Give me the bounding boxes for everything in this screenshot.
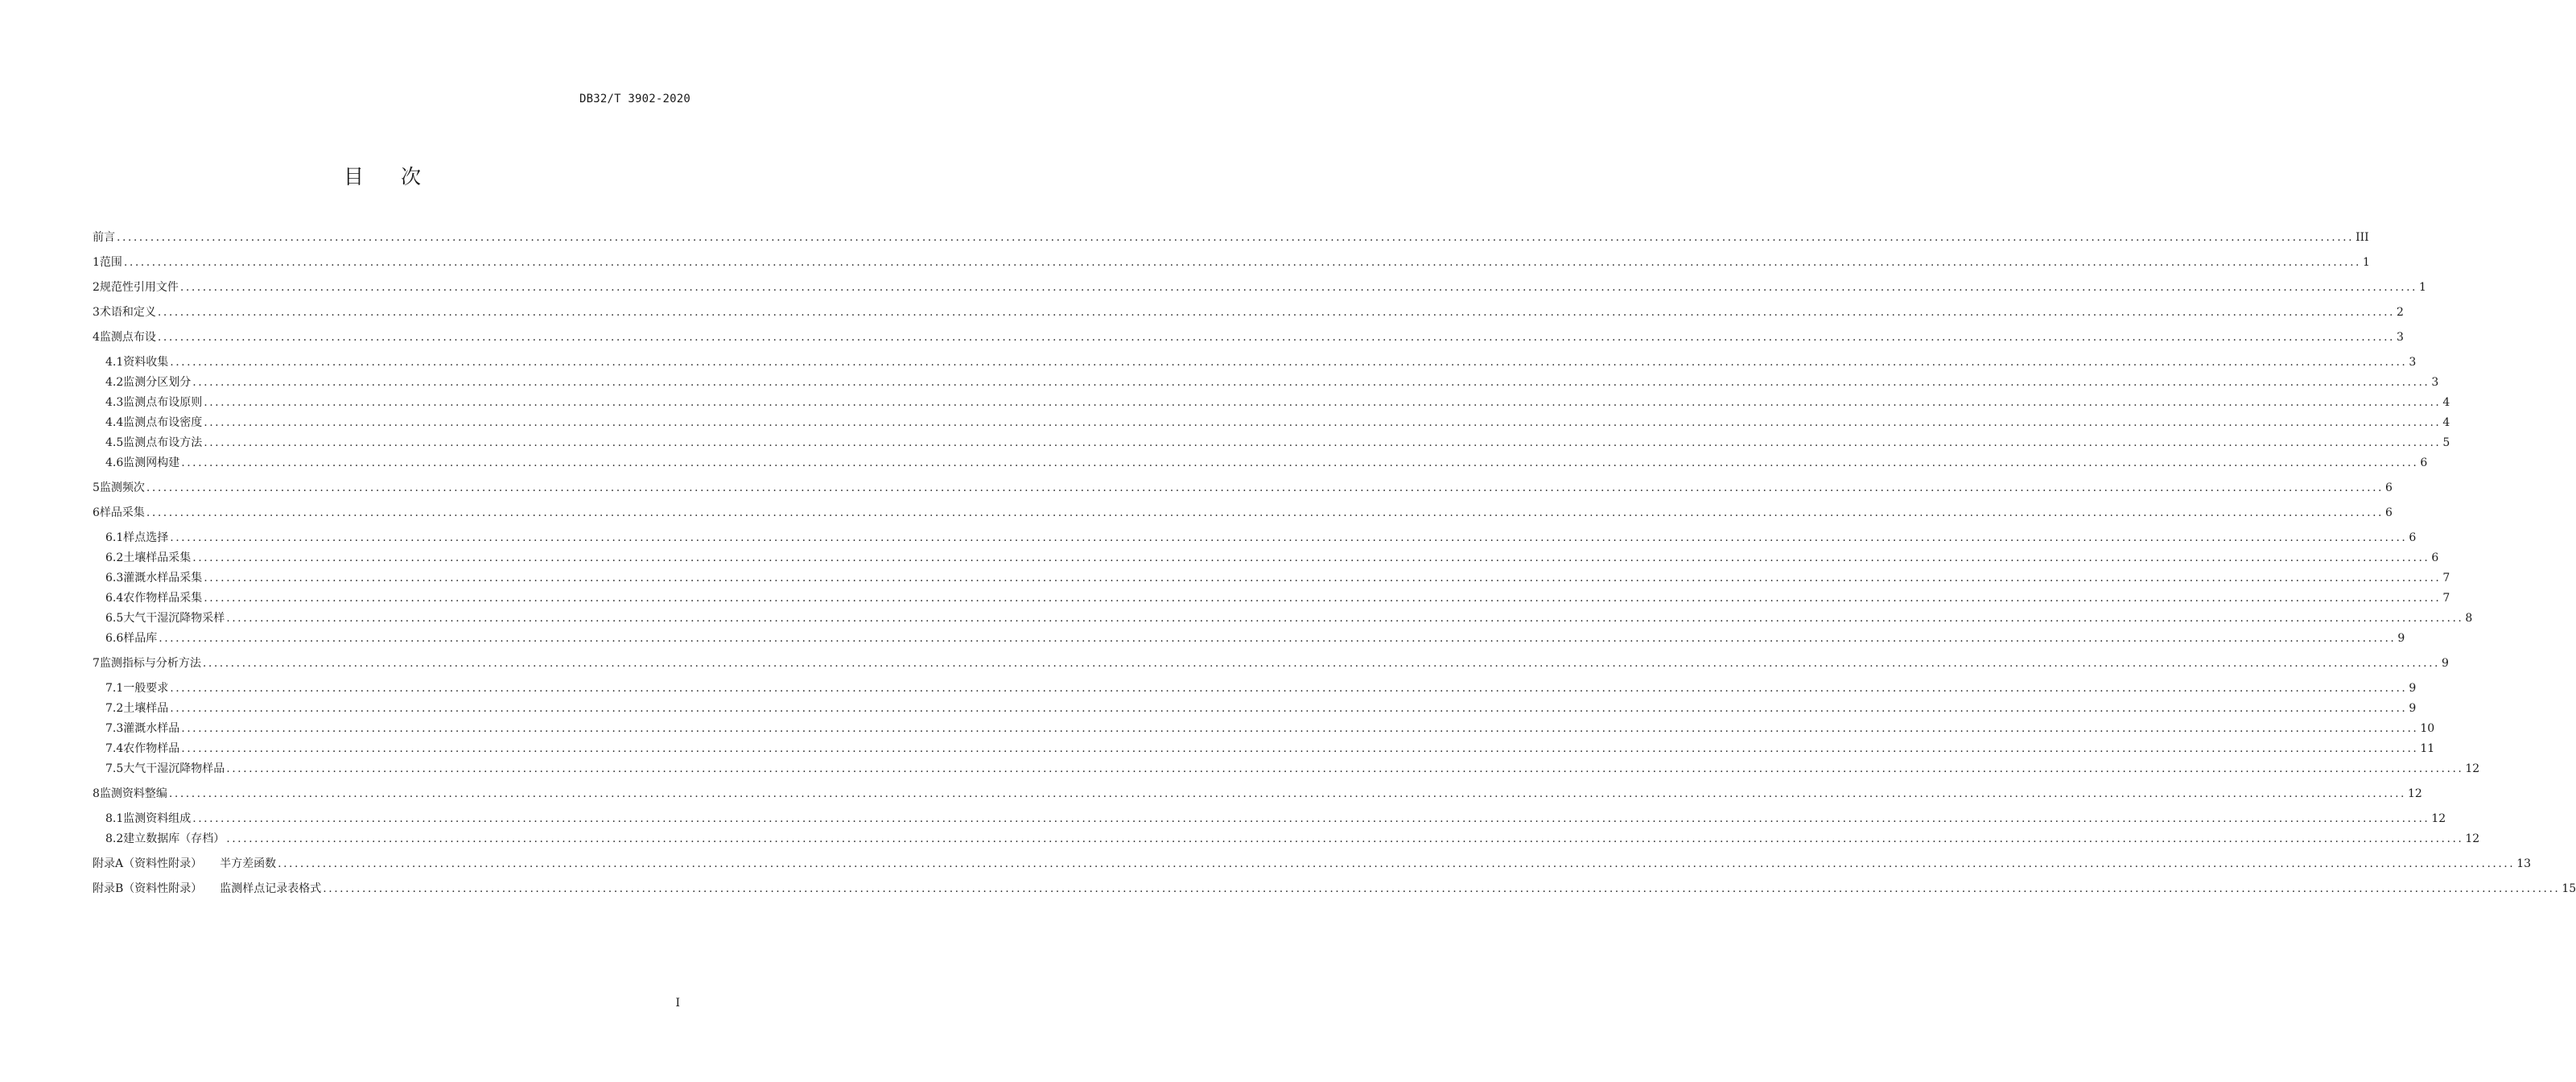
toc-entry-page: 9	[2409, 682, 2417, 695]
toc-entry-page: 4	[2442, 396, 2450, 409]
dot-leader: ................................................................................................................................................................................................................................................................................................................................................................................................................	[159, 632, 2397, 645]
page-number: I	[675, 997, 680, 1010]
toc-entry-page: 9	[2442, 657, 2449, 670]
toc-entry-title: 监测资料组成	[123, 812, 192, 825]
dot-leader: ................................................................................................................................................................................................................................................................................................................................................................................................................	[204, 592, 2442, 605]
toc-entry-number: 4.2	[105, 376, 124, 389]
toc-entry-number: 6	[93, 506, 100, 519]
toc-entry-title: 土壤样品采集	[123, 551, 192, 564]
toc-entry-title: 半方差函数	[220, 857, 277, 870]
dot-leader: ................................................................................................................................................................................................................................................................................................................................................................................................................	[278, 857, 2516, 870]
page-title: 目次	[343, 165, 458, 188]
toc-entry-title: 资料收集	[123, 356, 169, 369]
toc-entry[interactable]	[93, 740, 2435, 760]
toc-entry-title: 监测资料整编	[99, 787, 167, 800]
toc-entry-title: 样品采集	[99, 506, 145, 519]
dot-leader: ................................................................................................................................................................................................................................................................................................................................................................................................................	[170, 682, 2408, 695]
toc-entry-page: III	[2355, 231, 2369, 244]
toc-entry-page: 1	[2363, 256, 2370, 269]
toc-entry-number: 7.3	[105, 722, 124, 735]
toc-entry-page: 6	[2385, 481, 2393, 494]
toc-entry-page: 6	[2409, 531, 2417, 544]
dot-leader: ................................................................................................................................................................................................................................................................................................................................................................................................................	[192, 812, 2430, 825]
toc-entry-page: 9	[2409, 702, 2417, 715]
toc-entry-number: 4.5	[105, 436, 124, 449]
toc-entry-page: 3	[2431, 376, 2439, 389]
toc-entry-title: 监测频次	[99, 481, 145, 494]
toc-entry[interactable]	[93, 254, 2370, 274]
dot-leader: ................................................................................................................................................................................................................................................................................................................................................................................................................	[181, 742, 2419, 755]
toc-entry[interactable]	[93, 394, 2450, 414]
toc-entry-number: 4	[93, 331, 100, 344]
toc-entry[interactable]	[93, 549, 2439, 569]
toc-entry-page: 15	[2562, 882, 2576, 895]
toc-entry-page: 11	[2420, 742, 2435, 755]
dot-leader: ................................................................................................................................................................................................................................................................................................................................................................................................................	[170, 531, 2408, 544]
toc-entry-page: 6	[2385, 506, 2393, 519]
toc-entry-title: 监测点布设	[99, 331, 156, 344]
table-of-contents	[93, 229, 2576, 900]
toc-entry-number: 6.1	[105, 531, 124, 544]
toc-entry[interactable]	[93, 353, 2417, 374]
toc-entry-title: 规范性引用文件	[99, 281, 179, 294]
toc-entry-title: 术语和定义	[99, 306, 156, 319]
toc-entry-page: 2	[2397, 306, 2404, 319]
toc-entry-page: 12	[2408, 787, 2422, 800]
toc-entry-title: 监测点布设原则	[123, 396, 203, 409]
toc-entry[interactable]	[93, 454, 2428, 474]
toc-entry-title: 监测样点记录表格式	[220, 882, 322, 895]
toc-entry-title: 监测网构建	[123, 456, 180, 469]
toc-entry-number: 3	[93, 306, 100, 319]
toc-entry-page: 13	[2516, 857, 2532, 870]
toc-entry-title: 农作物样品采集	[123, 592, 203, 605]
toc-entry[interactable]	[93, 700, 2417, 720]
toc-entry[interactable]	[93, 880, 2576, 900]
toc-entry-page: 12	[2465, 762, 2480, 775]
toc-entry[interactable]	[93, 720, 2435, 740]
dot-leader: ................................................................................................................................................................................................................................................................................................................................................................................................................	[192, 376, 2430, 389]
dot-leader: ................................................................................................................................................................................................................................................................................................................................................................................................................	[117, 231, 2355, 244]
dot-leader: ................................................................................................................................................................................................................................................................................................................................................................................................................	[226, 832, 2464, 845]
dot-leader: ................................................................................................................................................................................................................................................................................................................................................................................................................	[181, 456, 2419, 469]
dot-leader: ................................................................................................................................................................................................................................................................................................................................................................................................................	[170, 702, 2408, 715]
dot-leader: ................................................................................................................................................................................................................................................................................................................................................................................................................	[123, 256, 2361, 269]
toc-entry-title: 土壤样品	[123, 702, 169, 715]
toc-entry[interactable]	[93, 855, 2532, 875]
toc-entry-title: 一般要求	[123, 682, 169, 695]
dot-leader: ................................................................................................................................................................................................................................................................................................................................................................................................................	[226, 612, 2464, 625]
toc-entry-number: 4.3	[105, 396, 124, 409]
toc-entry-number: 7.2	[105, 702, 124, 715]
dot-leader: ................................................................................................................................................................................................................................................................................................................................................................................................................	[202, 657, 2440, 670]
toc-entry-title: 范围	[99, 256, 122, 269]
dot-leader: ................................................................................................................................................................................................................................................................................................................................................................................................................	[323, 882, 2561, 895]
dot-leader: ................................................................................................................................................................................................................................................................................................................................................................................................................	[168, 787, 2406, 800]
toc-entry-title: 监测点布设密度	[123, 416, 203, 429]
toc-entry-number: 1	[93, 256, 100, 269]
toc-entry-number: 6.2	[105, 551, 124, 564]
toc-entry[interactable]	[93, 434, 2450, 454]
dot-leader: ................................................................................................................................................................................................................................................................................................................................................................................................................	[181, 722, 2419, 735]
toc-entry-number: 7	[93, 657, 100, 670]
dot-leader: ................................................................................................................................................................................................................................................................................................................................................................................................................	[146, 481, 2384, 494]
toc-entry[interactable]	[93, 679, 2417, 700]
toc-entry-page: 1	[2419, 281, 2426, 294]
toc-entry-page: 6	[2420, 456, 2428, 469]
toc-entry-page: 3	[2409, 356, 2417, 369]
toc-entry-number: 附录A（资料性附录）	[93, 857, 203, 870]
toc-entry-page: 7	[2442, 592, 2450, 605]
toc-entry-title: 监测分区划分	[123, 376, 192, 389]
toc-entry-title: 灌溉水样品采集	[123, 572, 203, 584]
toc-entry-page: 5	[2442, 436, 2450, 449]
toc-entry[interactable]	[93, 589, 2450, 609]
dot-leader: ................................................................................................................................................................................................................................................................................................................................................................................................................	[157, 306, 2395, 319]
toc-entry[interactable]	[93, 504, 2393, 524]
toc-entry[interactable]	[93, 529, 2417, 549]
toc-entry-number: 附录B（资料性附录）	[93, 882, 203, 895]
toc-entry-title: 灌溉水样品	[123, 722, 180, 735]
toc-entry-number: 6.5	[105, 612, 124, 625]
toc-entry-number: 8.2	[105, 832, 124, 845]
standard-code: DB32/T 3902-2020	[579, 93, 690, 105]
dot-leader: ................................................................................................................................................................................................................................................................................................................................................................................................................	[226, 762, 2464, 775]
toc-entry-title: 大气干湿沉降物样品	[123, 762, 225, 775]
toc-entry[interactable]	[93, 830, 2480, 850]
dot-leader: ................................................................................................................................................................................................................................................................................................................................................................................................................	[146, 506, 2384, 519]
toc-entry-number: 7.5	[105, 762, 124, 775]
toc-entry-title: 监测点布设方法	[123, 436, 203, 449]
toc-entry[interactable]	[93, 760, 2480, 780]
toc-entry-number: 8	[93, 787, 100, 800]
toc-entry[interactable]	[93, 304, 2404, 324]
toc-entry[interactable]	[93, 655, 2449, 675]
toc-entry[interactable]	[93, 229, 2369, 249]
toc-entry[interactable]	[93, 374, 2439, 394]
toc-entry-title: 监测指标与分析方法	[99, 657, 201, 670]
toc-entry-title: 建立数据库（存档）	[123, 832, 225, 845]
toc-entry-number: 4.1	[105, 356, 124, 369]
toc-entry-page: 10	[2420, 722, 2435, 735]
dot-leader: ................................................................................................................................................................................................................................................................................................................................................................................................................	[157, 331, 2395, 344]
toc-entry-number: 8.1	[105, 812, 124, 825]
toc-entry-number: 4.6	[105, 456, 124, 469]
dot-leader: ................................................................................................................................................................................................................................................................................................................................................................................................................	[204, 572, 2442, 584]
toc-entry[interactable]	[93, 630, 2405, 650]
toc-entry[interactable]	[93, 279, 2426, 299]
toc-entry-page: 12	[2431, 812, 2446, 825]
toc-entry-page: 4	[2442, 416, 2450, 429]
toc-entry-number: 2	[93, 281, 100, 294]
toc-entry-number: 6.3	[105, 572, 124, 584]
toc-entry-page: 8	[2465, 612, 2473, 625]
toc-entry-page: 6	[2431, 551, 2439, 564]
toc-entry-title: 样品库	[123, 632, 158, 645]
dot-leader: ................................................................................................................................................................................................................................................................................................................................................................................................................	[204, 396, 2442, 409]
dot-leader: ................................................................................................................................................................................................................................................................................................................................................................................................................	[179, 281, 2417, 294]
dot-leader: ................................................................................................................................................................................................................................................................................................................................................................................................................	[192, 551, 2430, 564]
toc-entry-page: 3	[2397, 331, 2404, 344]
toc-entry[interactable]	[93, 569, 2450, 589]
toc-entry[interactable]	[93, 785, 2422, 805]
dot-leader: ................................................................................................................................................................................................................................................................................................................................................................................................................	[204, 416, 2442, 429]
toc-entry[interactable]	[93, 479, 2393, 499]
toc-entry-number: 6.6	[105, 632, 124, 645]
dot-leader: ................................................................................................................................................................................................................................................................................................................................................................................................................	[204, 436, 2442, 449]
toc-entry[interactable]	[93, 810, 2446, 830]
toc-entry-title: 农作物样品	[123, 742, 180, 755]
toc-entry-title: 大气干湿沉降物采样	[123, 612, 225, 625]
toc-entry-page: 7	[2442, 572, 2450, 584]
toc-entry[interactable]	[93, 609, 2473, 630]
toc-entry-number: 7.4	[105, 742, 124, 755]
toc-entry[interactable]	[93, 414, 2450, 434]
toc-entry-title: 前言	[93, 231, 115, 244]
toc-entry[interactable]	[93, 328, 2404, 349]
toc-entry-page: 12	[2465, 832, 2480, 845]
toc-entry-number: 4.4	[105, 416, 124, 429]
toc-entry-page: 9	[2397, 632, 2405, 645]
toc-entry-number: 7.1	[105, 682, 124, 695]
toc-entry-number: 6.4	[105, 592, 124, 605]
toc-entry-title: 样点选择	[123, 531, 169, 544]
dot-leader: ................................................................................................................................................................................................................................................................................................................................................................................................................	[170, 356, 2408, 369]
toc-entry-number: 5	[93, 481, 100, 494]
